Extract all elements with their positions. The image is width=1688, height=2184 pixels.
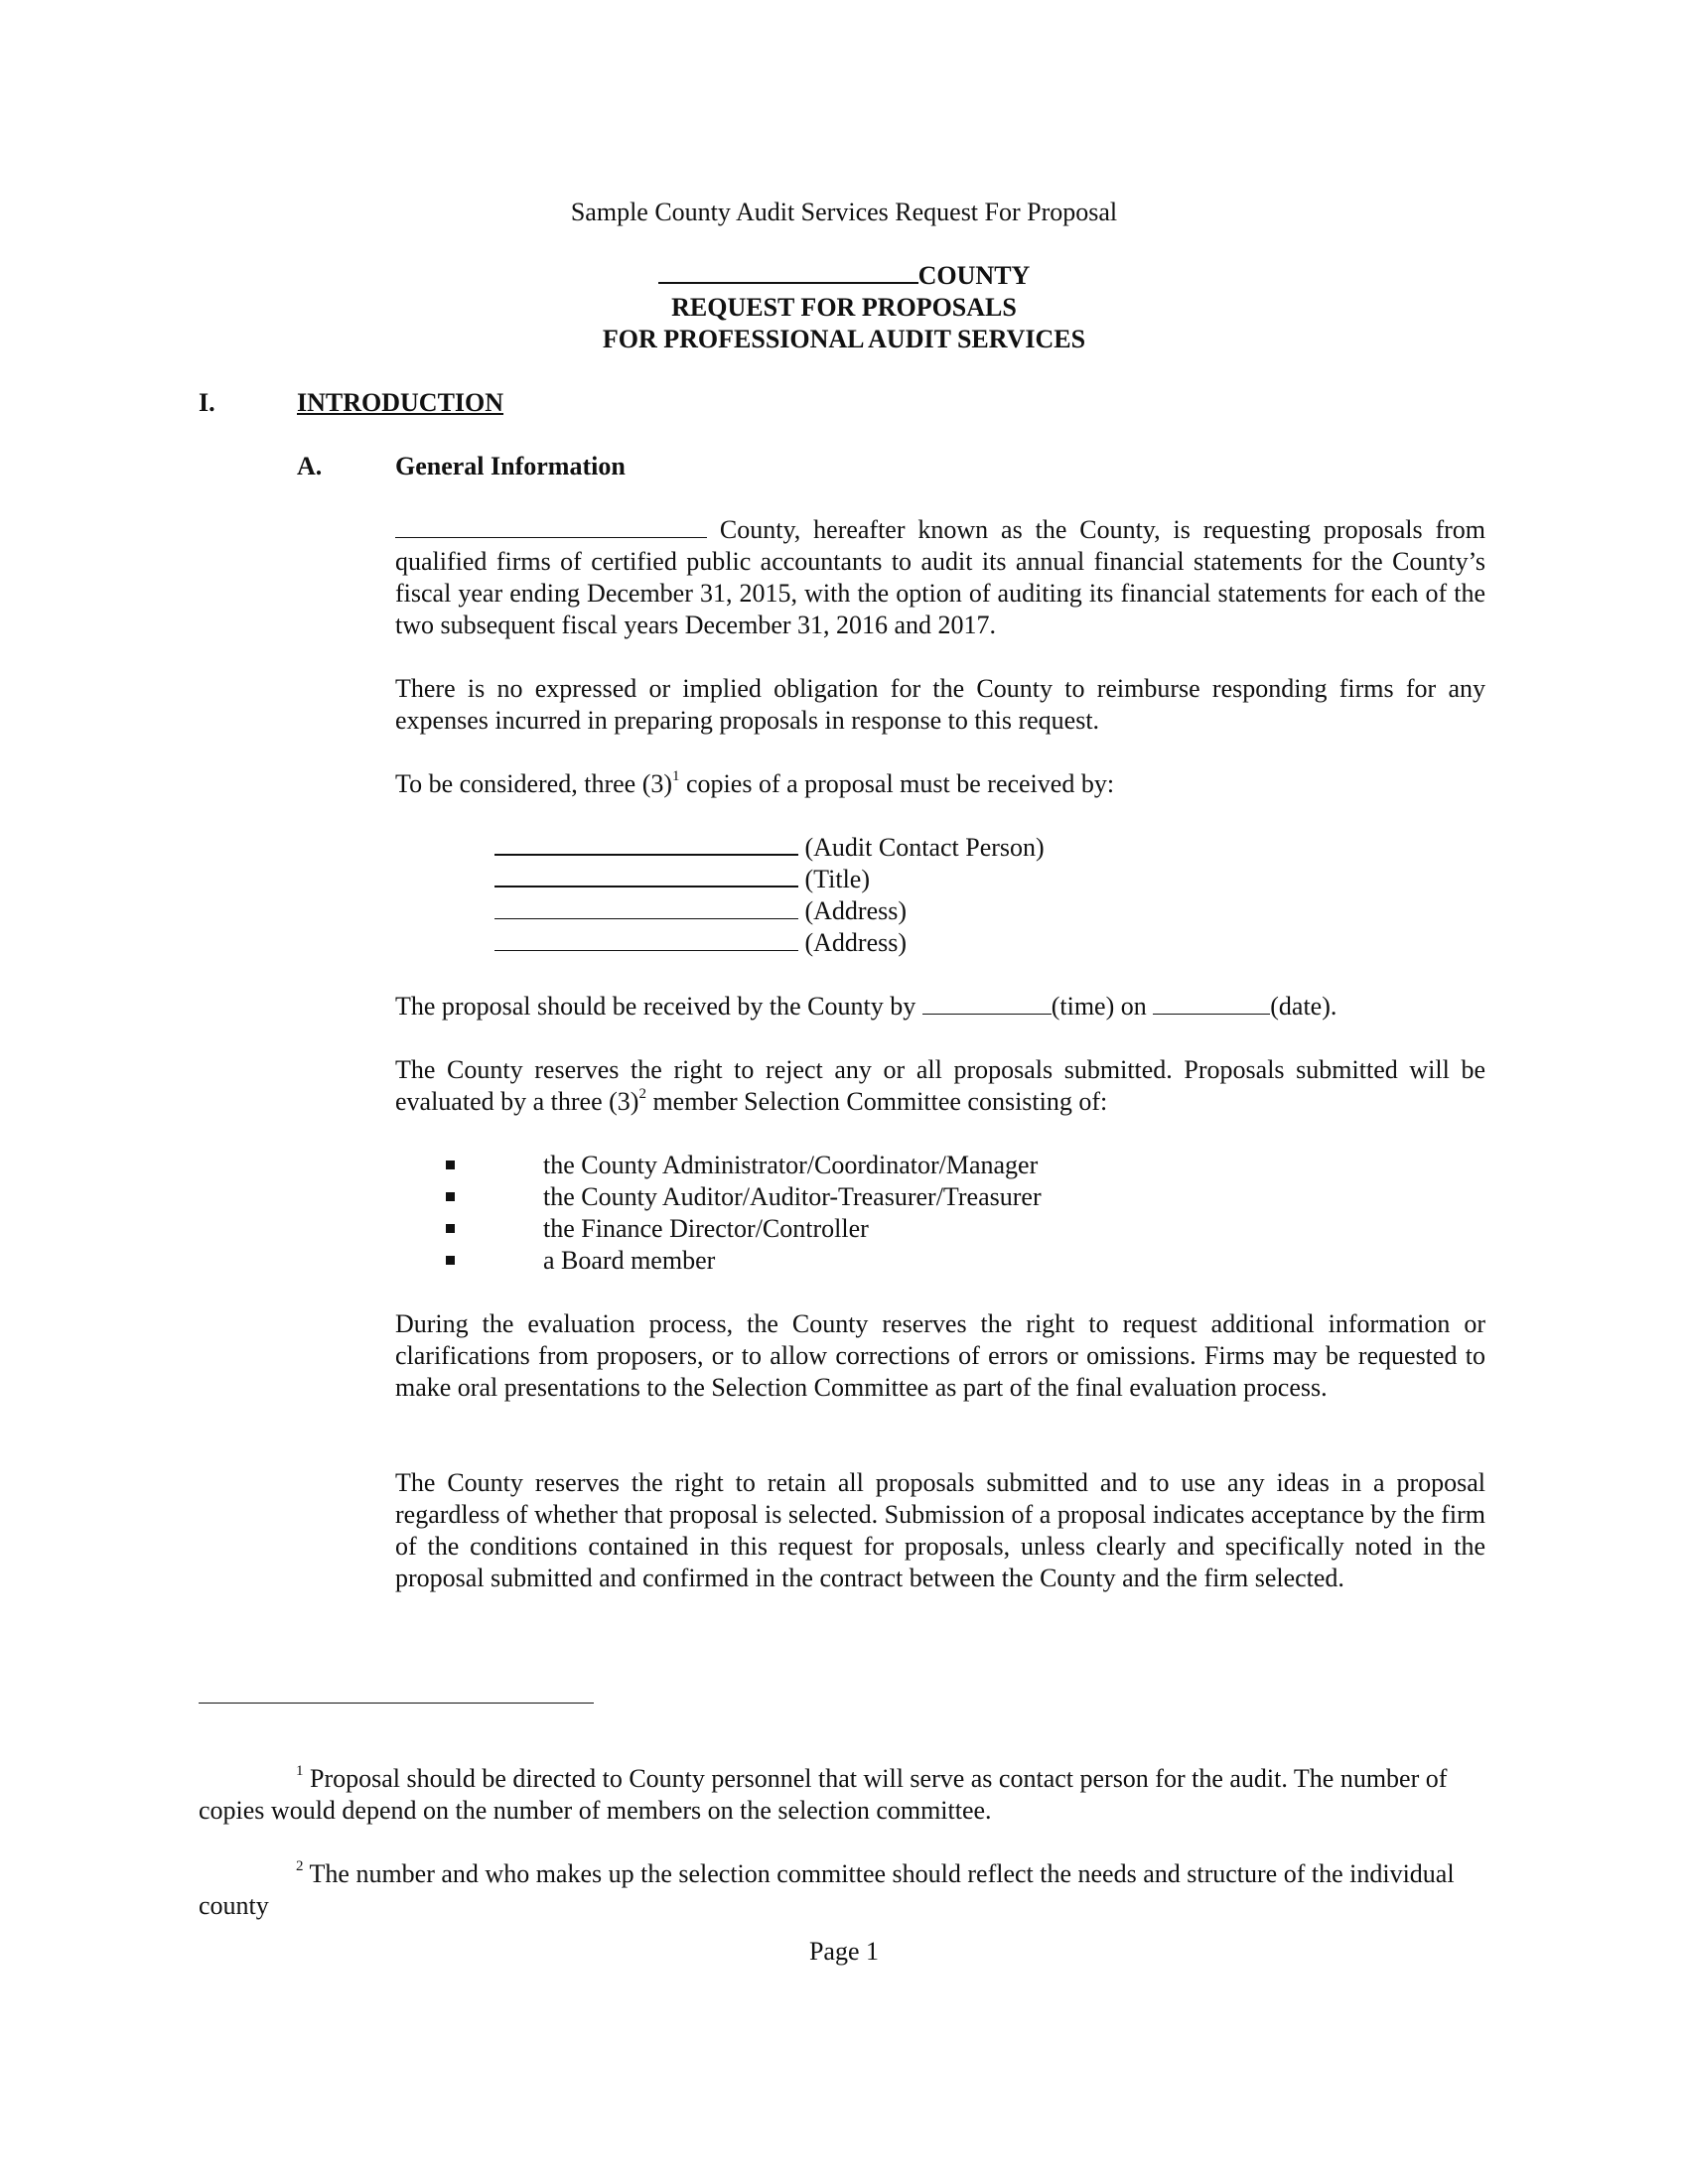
page-number: Page 1	[808, 1937, 880, 1966]
time-blank	[922, 992, 1052, 1015]
list-item	[446, 1213, 1339, 1245]
bullet-icon	[446, 1224, 455, 1233]
title-county-line	[0, 260, 1688, 292]
section-heading: INTRODUCTION	[297, 388, 504, 417]
copies-text-b: copies of a proposal must be received by:	[679, 769, 1115, 798]
paragraph-evaluation: During the evaluation process, the County reserves the right to request additional information or clarifications from proposers, or to allow corrections of errors or omissions. Firms may be requested to make oral presentations to the Selection Committee as part of the final evaluation process.	[395, 1309, 1485, 1402]
contact-blank	[494, 928, 798, 951]
paragraph-intro	[395, 514, 1485, 641]
contact-blank	[494, 896, 798, 919]
contact-blank	[494, 864, 798, 887]
county-name-blank-2	[395, 515, 707, 538]
list-item-text: a Board member	[543, 1246, 716, 1275]
list-item-text: the County Administrator/Coordinator/Manager	[543, 1151, 1039, 1179]
contact-block	[494, 832, 1045, 959]
contact-row-address-1	[494, 895, 1045, 927]
copies-text-a: To be considered, three (3)	[395, 769, 673, 798]
footnote-mark: 1	[296, 1763, 304, 1780]
footnote-divider	[199, 1703, 594, 1704]
title-county-suffix: COUNTY	[917, 261, 1031, 290]
bullet-icon	[446, 1192, 455, 1201]
committee-list	[446, 1150, 1339, 1277]
paragraph-retention: The County reserves the right to retain all proposals submitted and to use any ideas in a proposal regardless of whether that proposal is selected. Submission of a proposal indicates acceptance by the firm of the conditions contained in this request for proposals, unless clearly and specifically noted in the proposal submitted and confirmed in the contract between the County and the firm selected.	[395, 1468, 1485, 1592]
contact-row-address-2	[494, 927, 1045, 959]
running-title: Sample County Audit Services Request For Proposal	[570, 198, 1118, 226]
contact-row-person	[494, 832, 1045, 864]
bullet-icon	[446, 1160, 455, 1169]
contact-label: (Address)	[804, 896, 908, 925]
footnote-ref-1: 1	[672, 768, 680, 785]
paragraph-intro-text: County, hereafter known as the County, is requesting proposals from qualified firms of certified public accountants to audit its annual financial statements for the County’s fiscal year ending December 31, 2015, with the option of auditing its financial statements for each of the two subsequent fiscal years December 31, 2016 and 2017.	[395, 515, 1486, 639]
title-line-2: REQUEST FOR PROPOSALS	[671, 293, 1017, 322]
footnote-2	[199, 1858, 1489, 1922]
county-name-blank	[658, 260, 918, 284]
paragraph-deadline	[395, 991, 1485, 1023]
contact-label: (Address)	[804, 928, 908, 957]
date-blank	[1153, 992, 1270, 1015]
list-item	[446, 1150, 1339, 1181]
list-item	[446, 1245, 1339, 1277]
list-item-text: the Finance Director/Controller	[543, 1214, 869, 1243]
list-item-text: the County Auditor/Auditor-Treasurer/Treasurer	[543, 1182, 1042, 1211]
paragraph-no-obligation: There is no expressed or implied obligation for the County to reimburse responding firms for any expenses incurred in preparing proposals in response to this request.	[395, 674, 1485, 735]
footnote-ref-2: 2	[638, 1086, 646, 1103]
footnote-1	[199, 1763, 1489, 1827]
subsection-letter: A.	[297, 452, 323, 480]
section-number: I.	[199, 388, 215, 417]
title-line-3: FOR PROFESSIONAL AUDIT SERVICES	[602, 325, 1086, 353]
paragraph-copies	[395, 768, 1485, 800]
contact-label: (Audit Contact Person)	[804, 833, 1045, 862]
bullet-icon	[446, 1256, 455, 1265]
subsection-heading: General Information	[395, 452, 626, 480]
paragraph-committee	[395, 1054, 1485, 1118]
deadline-text-b: (time) on	[1051, 992, 1154, 1021]
contact-label: (Title)	[804, 865, 870, 893]
committee-text-a: The County reserves the right to reject any or all proposals submitted. Proposals submitted will be evaluated by a three (3)	[395, 1055, 1485, 1116]
footnote-mark: 2	[296, 1858, 304, 1875]
contact-blank	[494, 832, 798, 856]
contact-row-title	[494, 864, 1045, 895]
list-item	[446, 1181, 1339, 1213]
committee-text-b: member Selection Committee consisting of:	[645, 1087, 1108, 1116]
deadline-text-a: The proposal should be received by the County by	[395, 992, 922, 1021]
footnote-text: The number and who makes up the selection committee should reflect the needs and structure of the individual county	[199, 1859, 1455, 1920]
deadline-text-c: (date).	[1270, 992, 1337, 1021]
footnote-text: Proposal should be directed to County personnel that will serve as contact person for the audit. The number of copies would depend on the number of members on the selection committee.	[199, 1764, 1448, 1825]
